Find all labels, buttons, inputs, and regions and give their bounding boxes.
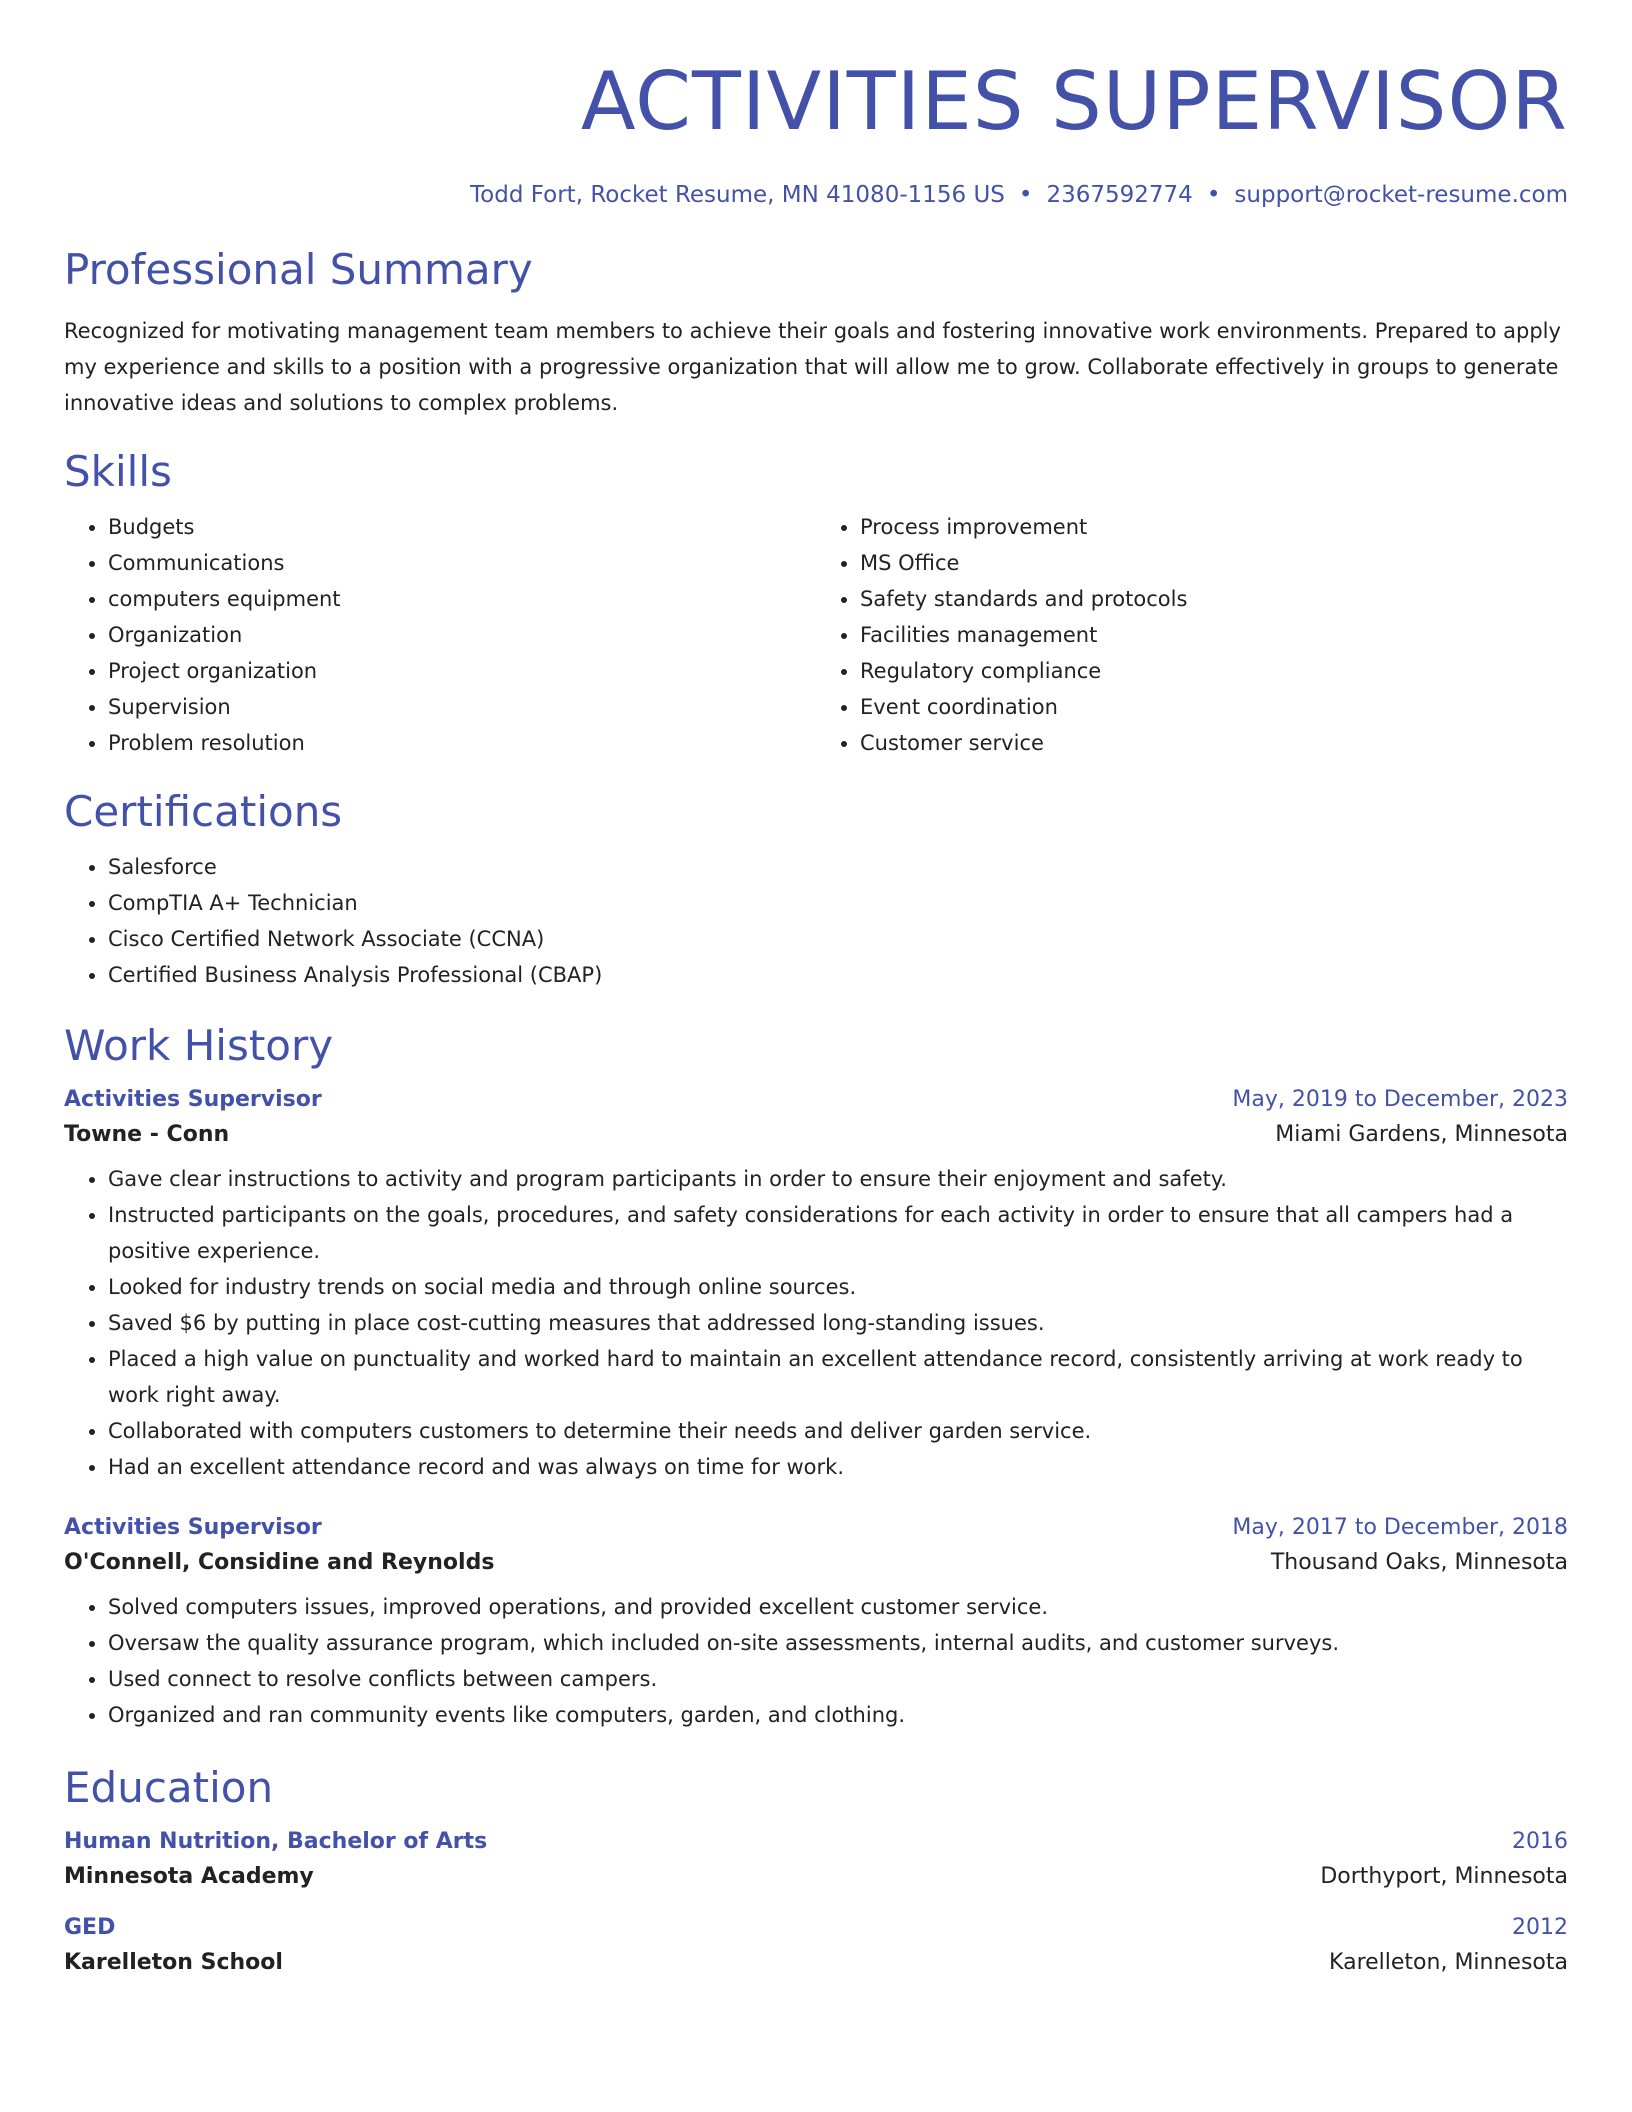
job-location: Miami Gardens, Minnesota xyxy=(1275,1122,1568,1147)
contact-email[interactable]: support@rocket-resume.com xyxy=(1234,182,1568,208)
contact-separator: • xyxy=(1018,182,1033,208)
job-dates: May, 2017 to December, 2018 xyxy=(1232,1515,1568,1540)
education-year: 2012 xyxy=(1512,1915,1568,1940)
education-degree: GED xyxy=(64,1915,116,1940)
skills-grid xyxy=(64,509,1568,761)
education-location: Karelleton, Minnesota xyxy=(1329,1950,1568,1975)
skill-item: • Process improvement xyxy=(860,509,1568,545)
job-bullet: • Placed a high value on punctuality and worked hard to maintain an excellent attendance record, consistently arriving at work ready to work right away. xyxy=(108,1341,1568,1413)
job-company: O'Connell, Considine and Reynolds xyxy=(64,1550,495,1575)
education-header-row xyxy=(64,1829,1568,1854)
job-bullets xyxy=(64,1161,1568,1485)
contact-address: Todd Fort, Rocket Resume, MN 41080-1156 US xyxy=(470,182,1005,208)
work-history-heading: Work History xyxy=(64,1021,334,1070)
job-title: Activities Supervisor xyxy=(64,1087,322,1112)
summary-heading: Professional Summary xyxy=(64,245,533,294)
contact-line xyxy=(64,184,1568,207)
skill-item: • Facilities management xyxy=(860,617,1568,653)
job-bullet: • Saved $6 by putting in place cost-cutting measures that addressed long-standing issues. xyxy=(108,1305,1568,1341)
job-bullet: • Organized and ran community events like computers, garden, and clothing. xyxy=(108,1697,1568,1733)
skill-item: • Customer service xyxy=(860,725,1568,761)
education-school: Minnesota Academy xyxy=(64,1864,314,1889)
skill-item: • MS Office xyxy=(860,545,1568,581)
education-school: Karelleton School xyxy=(64,1950,283,1975)
job-entry xyxy=(64,1515,1568,1733)
skill-item: • Event coordination xyxy=(860,689,1568,725)
skills-list-left xyxy=(64,509,816,761)
skill-item: • Budgets xyxy=(108,509,816,545)
skill-item: • Communications xyxy=(108,545,816,581)
skill-item: • Organization xyxy=(108,617,816,653)
certifications-list xyxy=(64,849,1568,993)
skills-heading: Skills xyxy=(64,447,172,496)
education-heading: Education xyxy=(64,1763,274,1812)
job-company-row xyxy=(64,1122,1568,1147)
certification-item: • Certified Business Analysis Professional (CBAP) xyxy=(108,957,1568,993)
job-bullet: • Looked for industry trends on social media and through online sources. xyxy=(108,1269,1568,1305)
job-dates: May, 2019 to December, 2023 xyxy=(1232,1087,1568,1112)
skill-item: • Supervision xyxy=(108,689,816,725)
job-location: Thousand Oaks, Minnesota xyxy=(1270,1550,1568,1575)
job-bullet: • Had an excellent attendance record and was always on time for work. xyxy=(108,1449,1568,1485)
job-bullet: • Solved computers issues, improved operations, and provided excellent customer service. xyxy=(108,1589,1568,1625)
certification-item: • Cisco Certified Network Associate (CCNA) xyxy=(108,921,1568,957)
certification-item: • CompTIA A+ Technician xyxy=(108,885,1568,921)
education-entry xyxy=(64,1829,1568,1889)
job-bullet: • Collaborated with computers customers to determine their needs and deliver garden service. xyxy=(108,1413,1568,1449)
skills-list-right xyxy=(816,509,1568,761)
education-degree: Human Nutrition, Bachelor of Arts xyxy=(64,1829,488,1854)
job-bullets xyxy=(64,1589,1568,1733)
job-entry xyxy=(64,1087,1568,1485)
skill-item: • Regulatory compliance xyxy=(860,653,1568,689)
education-school-row xyxy=(64,1864,1568,1889)
job-header-row xyxy=(64,1087,1568,1112)
certification-item: • Salesforce xyxy=(108,849,1568,885)
job-company: Towne - Conn xyxy=(64,1122,230,1147)
education-entry xyxy=(64,1915,1568,1975)
resume-title: ACTIVITIES SUPERVISOR xyxy=(580,55,1568,148)
job-title: Activities Supervisor xyxy=(64,1515,322,1540)
certifications-heading: Certifications xyxy=(64,787,343,836)
job-bullet: • Used connect to resolve conflicts between campers. xyxy=(108,1661,1568,1697)
skill-item: • Safety standards and protocols xyxy=(860,581,1568,617)
skill-item: • Project organization xyxy=(108,653,816,689)
education-location: Dorthyport, Minnesota xyxy=(1320,1864,1568,1889)
contact-separator: • xyxy=(1206,182,1221,208)
job-header-row xyxy=(64,1515,1568,1540)
job-bullet: • Oversaw the quality assurance program, which included on-site assessments, internal audits, and customer surveys. xyxy=(108,1625,1568,1661)
skill-item: • computers equipment xyxy=(108,581,816,617)
education-school-row xyxy=(64,1950,1568,1975)
education-year: 2016 xyxy=(1512,1829,1568,1854)
education-header-row xyxy=(64,1915,1568,1940)
job-company-row xyxy=(64,1550,1568,1575)
contact-phone: 2367592774 xyxy=(1046,182,1193,208)
job-bullet: • Instructed participants on the goals, procedures, and safety considerations for each activity in order to ensure that all campers had a positive experience. xyxy=(108,1197,1568,1269)
job-bullet: • Gave clear instructions to activity and program participants in order to ensure their enjoyment and safety. xyxy=(108,1161,1568,1197)
skill-item: • Problem resolution xyxy=(108,725,816,761)
summary-text: Recognized for motivating management team members to achieve their goals and fostering innovative work environments. Prepared to apply my experience and skills to a position with a progressive organization that will allow me to grow. Collaborate effectively in groups to generate innovative ideas and solutions to complex problems. xyxy=(64,319,1561,415)
